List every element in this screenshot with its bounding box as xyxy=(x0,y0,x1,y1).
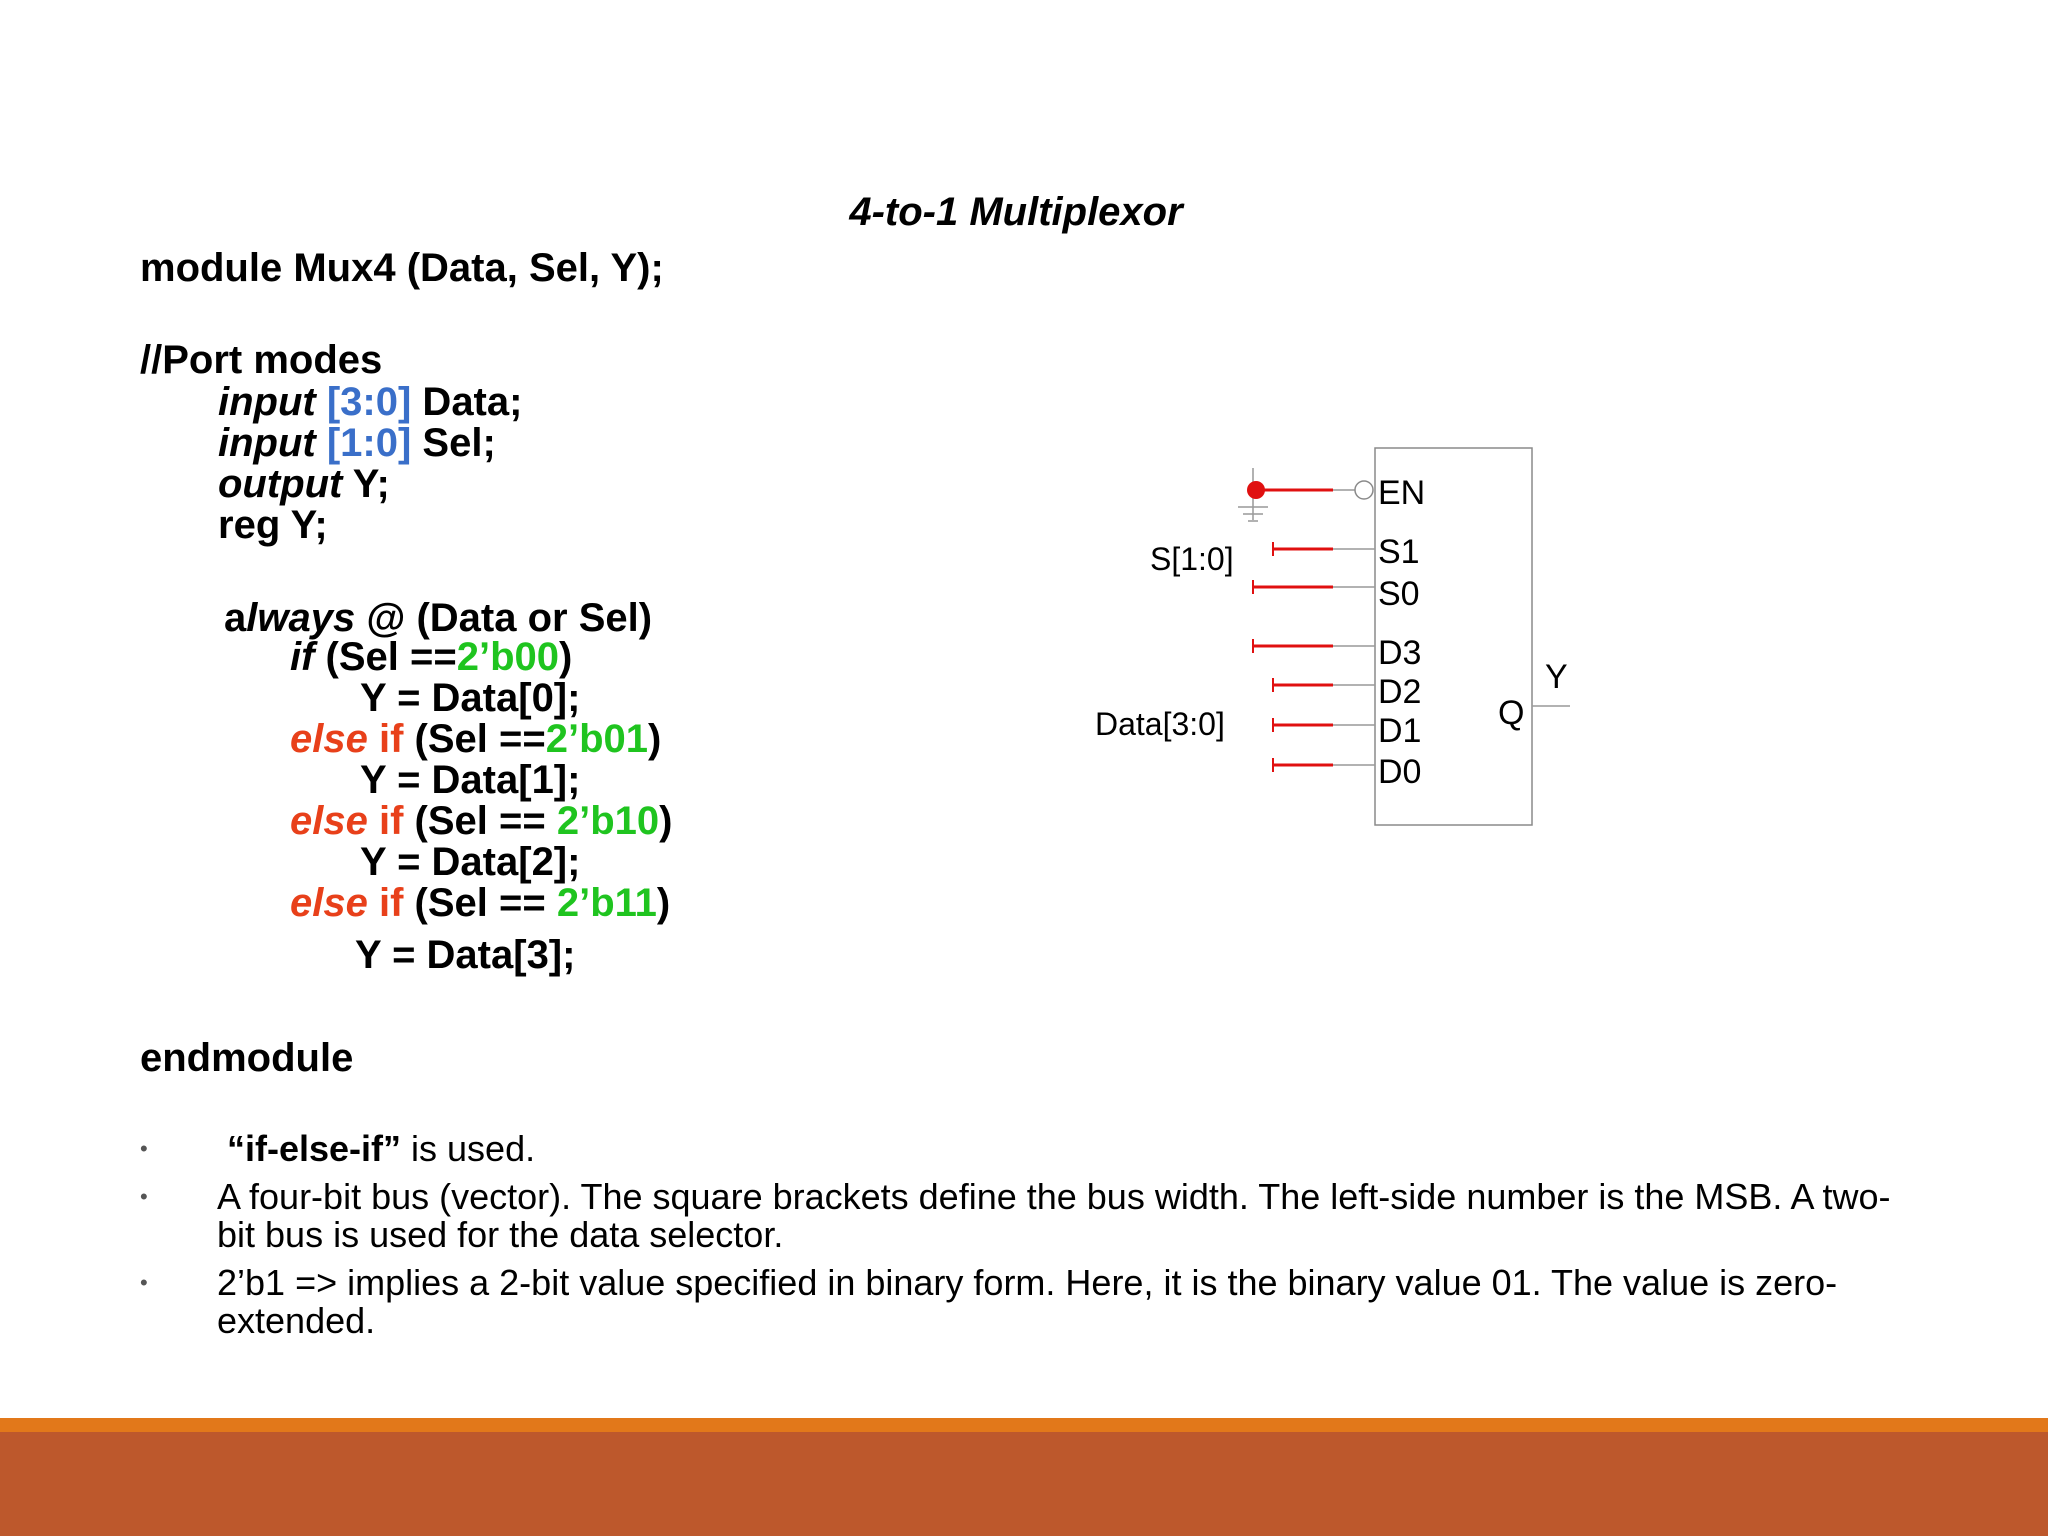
always-keyword: lways xyxy=(246,596,356,640)
pin-en: EN xyxy=(1378,474,1426,512)
literal-01: 2’b01 xyxy=(545,717,649,761)
always-sensitivity: @ (Data or Sel) xyxy=(355,596,653,640)
else-keyword: else xyxy=(290,799,368,843)
slide-title: 4-to-1 Multiplexor xyxy=(849,190,1183,234)
cond1: (Sel == xyxy=(314,635,457,679)
en-junction-dot xyxy=(1247,481,1265,499)
literal-10: 2’b10 xyxy=(556,799,660,843)
bullet-text: 2’b1 => implies a 2-bit value specified in binary form. Here, it is the binary value 01. The value is zero-extended. xyxy=(217,1262,1838,1341)
pin-d0: D0 xyxy=(1378,753,1422,791)
assign0-line: Y = Data[0]; xyxy=(360,676,581,720)
paren: ) xyxy=(656,881,671,925)
if-keyword: if xyxy=(290,635,315,679)
pin-s0: S0 xyxy=(1378,575,1420,613)
comment-line: //Port modes xyxy=(140,338,383,382)
cond2: (Sel == xyxy=(403,717,546,761)
bullet-text: is used. xyxy=(401,1128,536,1169)
else-keyword: else xyxy=(290,717,368,761)
assign3-line: Y = Data[3]; xyxy=(355,933,576,977)
footer-bar xyxy=(0,1432,2048,1536)
cond4: (Sel == xyxy=(403,881,557,925)
literal-00: 2’b00 xyxy=(456,635,560,679)
bullet-bold-term: “if-else-if” xyxy=(227,1128,402,1169)
footer-accent-line xyxy=(0,1418,2048,1432)
input-keyword: input xyxy=(218,421,316,465)
cond3: (Sel == xyxy=(403,799,557,843)
bullet-bus xyxy=(140,1178,1920,1254)
if-word: if xyxy=(367,717,404,761)
bullet-dot: • xyxy=(140,1136,148,1161)
data-decl: Data; xyxy=(411,380,523,424)
pin-d2: D2 xyxy=(1378,673,1422,711)
data-bus-label: Data[3:0] xyxy=(1095,706,1225,742)
assign1-line: Y = Data[1]; xyxy=(360,758,581,802)
bullet-binary xyxy=(140,1264,1920,1340)
else-keyword: else xyxy=(290,881,368,925)
module-line: module Mux4 (Data, Sel, Y); xyxy=(140,246,664,290)
bullet-dot: • xyxy=(140,1184,148,1209)
pin-d3: D3 xyxy=(1378,634,1422,672)
if-word: if xyxy=(367,881,404,925)
en-inversion-bubble xyxy=(1355,481,1373,499)
output-keyword: output xyxy=(218,462,343,506)
data-range: [3:0] xyxy=(326,380,412,424)
input-keyword: input xyxy=(218,380,316,424)
literal-11: 2’b11 xyxy=(556,881,657,925)
endmodule-line: endmodule xyxy=(140,1036,354,1080)
assign2-line: Y = Data[2]; xyxy=(360,840,581,884)
pin-s1: S1 xyxy=(1378,533,1420,571)
bullet-list xyxy=(140,1130,1920,1350)
sel-range: [1:0] xyxy=(326,421,412,465)
paren: ) xyxy=(559,635,573,679)
paren: ) xyxy=(648,717,662,761)
reg-line: reg Y; xyxy=(218,503,328,547)
bullet-text: A four-bit bus (vector). The square brackets define the bus width. The left-side number is the MSB. A two-bit bus is used for the data selector. xyxy=(217,1176,1891,1255)
sel-bus-label: S[1:0] xyxy=(1150,541,1234,577)
if-word: if xyxy=(367,799,404,843)
bullet-dot: • xyxy=(140,1270,148,1295)
output-y-label: Y xyxy=(1545,658,1568,696)
sel-decl: Sel; xyxy=(411,421,496,465)
pin-d1: D1 xyxy=(1378,712,1422,750)
always-a: a xyxy=(224,596,247,640)
paren: ) xyxy=(659,799,673,843)
output-decl: Y; xyxy=(342,462,390,506)
bullet-if-else-if xyxy=(140,1130,1920,1168)
pin-q: Q xyxy=(1498,694,1525,732)
